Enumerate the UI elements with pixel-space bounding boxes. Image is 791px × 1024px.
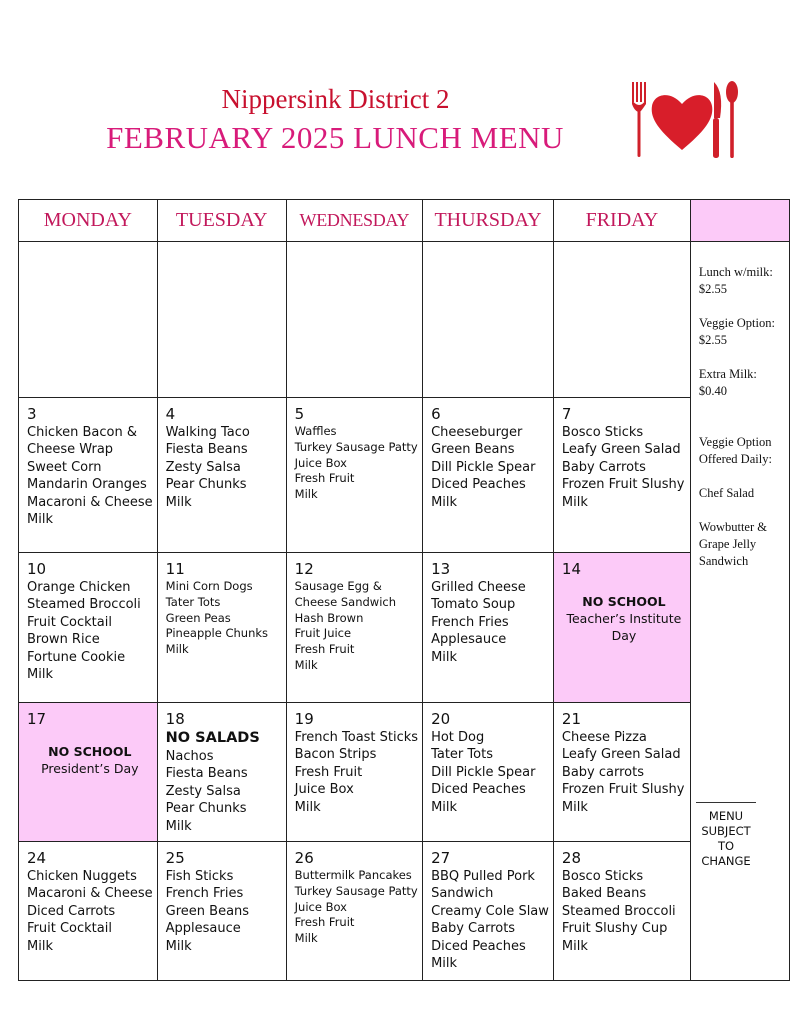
menu-item: Zesty Salsa [165, 783, 241, 799]
menu-item: Milk [294, 657, 318, 672]
menu-item: Green Peas [165, 610, 231, 625]
menu-item: Tomato Soup [431, 597, 516, 613]
menu-item: Cheese Wrap [27, 442, 114, 458]
menu-item: Fresh Fruit [294, 471, 355, 486]
menu-item: Juice Box [294, 899, 347, 914]
lunch-menu-table [18, 199, 790, 981]
menu-item: Milk [561, 494, 588, 510]
sidebar-line: $2.55 [698, 282, 728, 296]
menu-item: Orange Chicken [27, 580, 131, 595]
day-cell [423, 398, 554, 553]
sidebar-spacer [699, 400, 785, 417]
sidebar-line: Extra Milk: [698, 367, 757, 381]
note-line: MENU [708, 809, 744, 823]
note-line: SUBJECT [701, 824, 751, 838]
header-sidebar [690, 200, 789, 242]
menu-item: Fruit Juice [294, 626, 352, 641]
menu-item: Steamed Broccoli [561, 903, 676, 919]
fork-heart-knife-icon [628, 78, 740, 162]
menu-item: Leafy Green Salad [561, 442, 681, 458]
menu-item: Cheeseburger [431, 425, 523, 440]
menu-item: Milk [165, 938, 192, 954]
menu-item: Fruit Cocktail [27, 921, 112, 937]
day-cell [286, 553, 422, 703]
no-school-reason: Teacher’s Institute Day [566, 611, 682, 643]
day-number: 5 [294, 405, 305, 423]
day-number: 4 [165, 405, 176, 423]
day-number: 21 [561, 710, 581, 728]
menu-item: Tater Tots [165, 594, 221, 609]
menu-item: Zesty Salsa [165, 459, 241, 475]
menu-item: Dill Pickle Spear [431, 459, 536, 475]
day-cell [286, 398, 422, 553]
day-cell [19, 842, 158, 981]
day-cell [19, 398, 158, 553]
pricing-sidebar [690, 242, 789, 981]
menu-item: Applesauce [165, 921, 241, 937]
menu-item: Milk [431, 956, 458, 972]
menu-item: Hash Brown [294, 610, 364, 625]
menu-item: Diced Peaches [431, 782, 526, 798]
sidebar-spacer [699, 349, 785, 366]
note-line: TO CHANGE [701, 839, 751, 868]
menu-item: Milk [165, 642, 189, 657]
menu-item: Leafy Green Salad [561, 747, 681, 763]
day-number: 28 [561, 849, 581, 867]
menu-subject-to-change-note [696, 802, 756, 869]
sidebar-spacer [699, 502, 785, 519]
menu-item: Fiesta Beans [165, 442, 248, 458]
day-cell [19, 242, 158, 398]
menu-item: Milk [294, 931, 318, 946]
menu-item: Green Beans [165, 903, 250, 919]
menu-item: Milk [561, 938, 588, 954]
sidebar-spacer [699, 298, 785, 315]
menu-item: Milk [294, 487, 318, 502]
day-cell [553, 842, 690, 981]
menu-item: Turkey Sausage Patty [294, 883, 418, 898]
sidebar-line: Wowbutter & [698, 520, 767, 534]
menu-item: Cheese Pizza [561, 730, 647, 745]
menu-item: Macaroni & Cheese [27, 886, 153, 902]
day-cell [423, 242, 554, 398]
day-number: 13 [431, 560, 451, 578]
day-number: 3 [27, 405, 37, 423]
menu-item: Sausage Egg & [294, 579, 382, 593]
day-cell [19, 553, 158, 703]
day-number: 26 [294, 849, 314, 867]
menu-item: Milk [165, 818, 192, 834]
day-number: 18 [165, 710, 185, 728]
menu-item: Milk [431, 799, 458, 815]
menu-item: Baby Carrots [561, 459, 646, 475]
day-cell [286, 703, 422, 842]
menu-item: French Fries [165, 886, 244, 902]
menu-item: Milk [431, 494, 458, 510]
menu-item: Diced Carrots [27, 903, 116, 919]
day-number: 20 [431, 710, 451, 728]
day-number: 11 [165, 560, 185, 578]
district-title: Nippersink District 2 [221, 84, 450, 114]
menu-item: Frozen Fruit Slushy [561, 782, 685, 798]
menu-item: Creamy Cole Slaw [431, 903, 549, 919]
menu-item: Fruit Slushy Cup [561, 921, 668, 937]
day-cell [553, 553, 690, 703]
day-cell [423, 842, 554, 981]
menu-item: Juice Box [294, 455, 347, 470]
day-cell [423, 553, 554, 703]
day-cell [157, 703, 286, 842]
menu-item: Mandarin Oranges [27, 477, 147, 493]
day-number: 14 [561, 560, 581, 578]
day-number: 10 [27, 560, 47, 578]
menu-item: Fruit Cocktail [27, 614, 112, 630]
menu-item: Fiesta Beans [165, 766, 248, 782]
menu-item: Sweet Corn [27, 459, 102, 475]
header-monday: MONDAY [19, 200, 158, 242]
menu-item: Bacon Strips [294, 747, 377, 763]
menu-item: Fresh Fruit [294, 764, 363, 780]
menu-item: BBQ Pulled Pork [431, 869, 535, 884]
sidebar-line: Offered Daily: [698, 452, 772, 466]
menu-item: Diced Peaches [431, 938, 526, 954]
header-wednesday: WEDNESDAY [286, 200, 422, 242]
sidebar-line: Veggie Option: [698, 316, 775, 330]
no-school-reason: President’s Day [41, 761, 139, 776]
menu-item: Pear Chunks [165, 477, 247, 493]
menu-item: Hot Dog [431, 730, 485, 745]
menu-item: Frozen Fruit Slushy [561, 477, 685, 493]
menu-item: Bosco Sticks [561, 869, 644, 884]
header-friday: FRIDAY [553, 200, 690, 242]
menu-item: Milk [27, 512, 53, 528]
menu-item: Fish Sticks [165, 869, 234, 884]
day-cell [553, 242, 690, 398]
day-cell [157, 398, 286, 553]
day-number: 19 [294, 710, 314, 728]
sidebar-line: Veggie Option [698, 435, 772, 449]
day-number: 24 [27, 849, 47, 867]
menu-item: Milk [561, 799, 588, 815]
day-cell [553, 703, 690, 842]
menu-item: Walking Taco [165, 425, 250, 440]
day-cell [157, 553, 286, 703]
menu-item: Buttermilk Pancakes [294, 868, 412, 882]
menu-item: French Toast Sticks [294, 730, 419, 745]
menu-item: Brown Rice [27, 632, 100, 648]
sidebar-spacer [699, 417, 785, 434]
sidebar-line: Lunch w/milk: [698, 265, 773, 279]
sidebar-line: $0.40 [698, 384, 728, 398]
menu-item: Baby Carrots [431, 921, 516, 937]
menu-item: Milk [165, 494, 192, 510]
day-number: 6 [431, 405, 441, 423]
menu-item: Diced Peaches [431, 477, 526, 493]
menu-item: Fortune Cookie [27, 649, 126, 665]
menu-item: Mini Corn Dogs [165, 579, 253, 593]
menu-item: Green Beans [431, 442, 515, 458]
no-school-label: NO SCHOOL [48, 744, 132, 759]
day-cell [553, 398, 690, 553]
menu-item: Turkey Sausage Patty [294, 439, 418, 454]
menu-item: Baby carrots [561, 764, 644, 780]
day-number: 17 [27, 710, 47, 728]
menu-item: Grilled Cheese [431, 580, 526, 595]
menu-item: Nachos [165, 749, 214, 764]
sidebar-line: Chef Salad [698, 486, 755, 500]
weekday-header-row [19, 200, 790, 242]
day-cell [423, 703, 554, 842]
sidebar-spacer [699, 468, 785, 485]
header-tuesday: TUESDAY [157, 200, 286, 242]
menu-item: Dill Pickle Spear [431, 764, 536, 780]
day-number: 25 [165, 849, 185, 867]
menu-item: Tater Tots [431, 747, 493, 763]
menu-item: Chicken Bacon & [27, 425, 138, 440]
sidebar-line: Sandwich [698, 554, 749, 568]
day-cell [157, 842, 286, 981]
menu-item: Macaroni & Cheese [27, 494, 153, 510]
menu-item: Pineapple Chunks [165, 626, 269, 641]
menu-item: French Fries [431, 614, 509, 630]
menu-item: Pear Chunks [165, 801, 247, 817]
day-number: 27 [431, 849, 451, 867]
menu-item: Steamed Broccoli [27, 597, 141, 613]
menu-item: Milk [27, 667, 53, 683]
day-cell [157, 242, 286, 398]
menu-title: FEBRUARY 2025 LUNCH MENU [106, 120, 564, 155]
menu-item: Fresh Fruit [294, 915, 355, 930]
no-school-label: NO SCHOOL [582, 594, 666, 609]
day-cell [286, 242, 422, 398]
menu-notice: NO SALADS [165, 730, 260, 746]
menu-item: Chicken Nuggets [27, 869, 137, 884]
menu-item: Milk [294, 799, 321, 815]
sidebar-line: Grape Jelly [698, 537, 757, 551]
menu-item: Milk [27, 938, 53, 954]
menu-item: Fresh Fruit [294, 642, 355, 657]
day-cell [19, 703, 158, 842]
menu-item: Sandwich [431, 886, 494, 902]
day-number: 7 [561, 405, 572, 423]
menu-item: Juice Box [294, 782, 354, 798]
menu-item: Milk [431, 649, 458, 665]
menu-item: Waffles [294, 424, 337, 438]
menu-item: Bosco Sticks [561, 425, 644, 440]
day-number: 12 [294, 560, 314, 578]
menu-item: Cheese Sandwich [294, 594, 396, 609]
sidebar-line: $2.55 [698, 333, 728, 347]
menu-item: Baked Beans [561, 886, 647, 902]
menu-item: Applesauce [431, 632, 507, 648]
header-thursday: THURSDAY [423, 200, 554, 242]
day-cell [286, 842, 422, 981]
